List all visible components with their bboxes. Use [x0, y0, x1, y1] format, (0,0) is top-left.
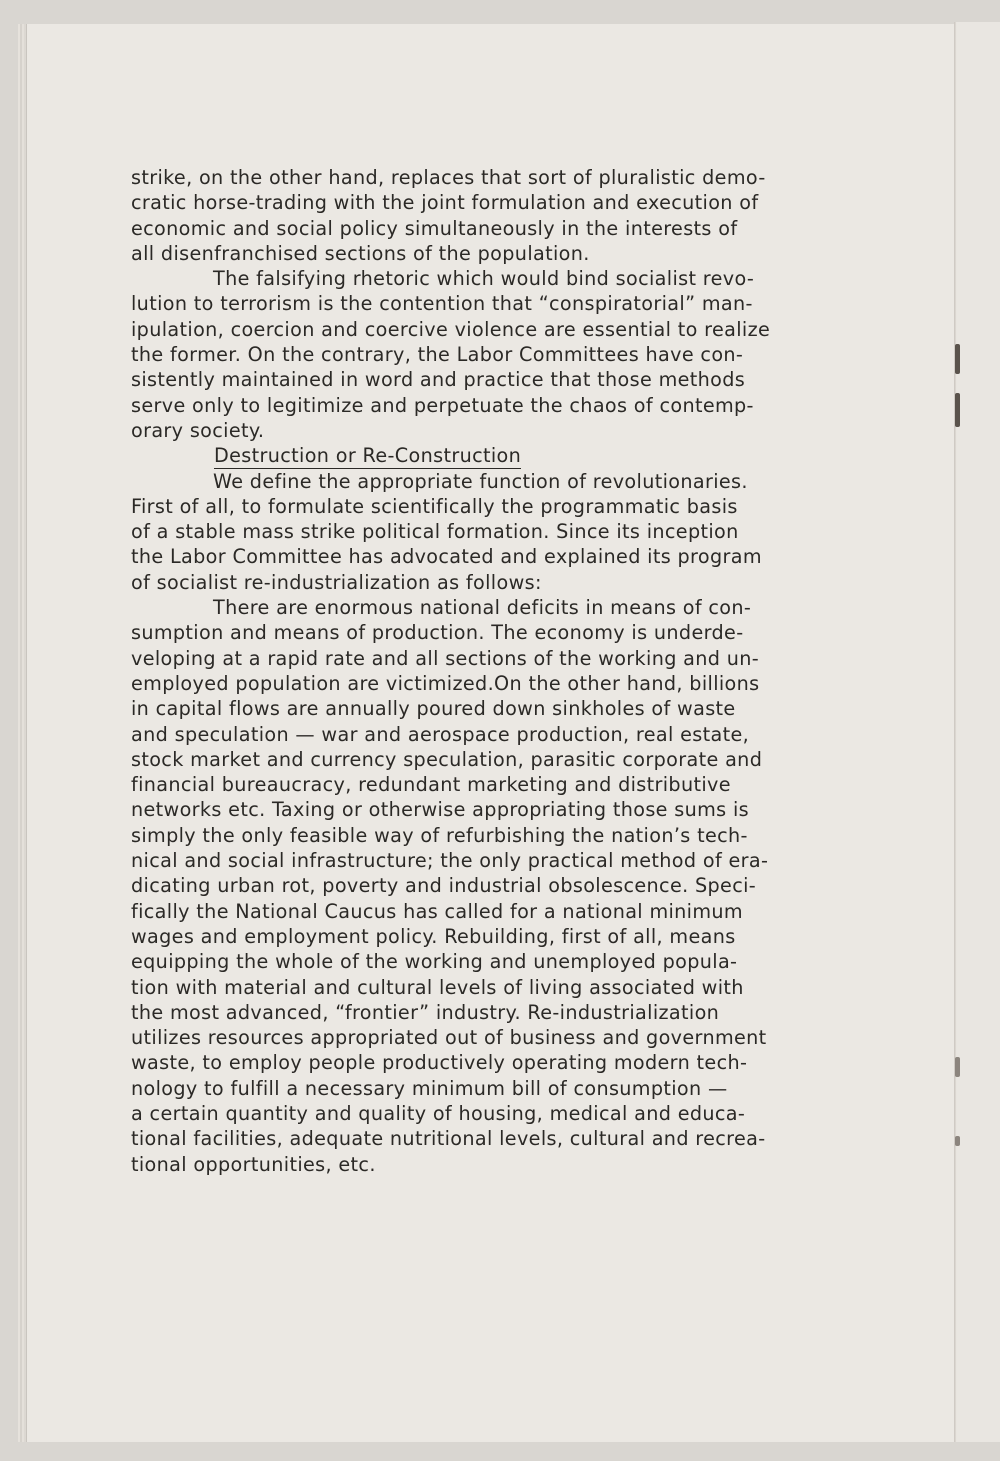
facing-page-edge — [954, 22, 1000, 1442]
paragraph: We define the appropriate function of revolutionaries. First of all, to formulate scientifically the programmatic basis of a stable mass strike political formation. Since its inception the Labor Committee has advocated and explained its program of socialist re-industrialization as follows: — [131, 469, 762, 594]
paragraph: The falsifying rhetoric which would bind socialist revo- lution to terrorism is the contention that “conspiratorial” man- ipulation, coercion and coercive violence are essential to realize the former. On the contrary, the Labor Committees have con- sistently maintained in word and practice that those methods serve only to legitimize and perpetuate the chaos of contemp- orary society. — [131, 267, 771, 442]
staple-mark — [955, 1136, 960, 1146]
staple-mark — [955, 344, 960, 374]
staple-mark — [955, 1057, 960, 1077]
binding-spine — [955, 22, 957, 1442]
staple-mark — [955, 393, 960, 427]
section-heading: Destruction or Re-Construction — [214, 444, 522, 468]
paragraph: strike, on the other hand, replaces that sort of pluralistic demo- cratic horse-trading with the joint formulation and execution of economic and social policy simultaneously in the interests of all disenfranchised sections of the population. — [131, 166, 766, 265]
section-heading-row — [131, 443, 831, 468]
paragraph: There are enormous national deficits in means of con- sumption and means of production. The economy is underde- veloping at a rapid rate and all sections of the working and un- employed population are victimized.On the other hand, billions in capital flows are annually poured down sinkholes of waste and speculation — war and aerospace production, real estate, stock market and currency speculation, parasitic corporate and financial bureaucracy, redundant marketing and distributive networks etc. Taxing or otherwise appropriating those sums is simply the only feasible way of refurbishing the nation’s tech- nical and social infrastructure; the only practical method of era- dicating urban rot, poverty and industrial obsolescence. Speci- fically the National Caucus has called for a national minimum wages and employment policy. Rebuilding, first of all, means equipping the whole of the working and unemployed popula- tion with material and cultural levels of living associated with the most advanced, “frontier” industry. Re-industrialization utilizes resources appropriated out of business and government waste, to employ people productively operating modern tech- nology to fulfill a necessary minimum bill of consumption — a certain quantity and quality of housing, medical and educa- tional facilities, adequate nutritional levels, cultural and recrea- tional opportunities, etc. — [131, 596, 769, 1176]
body-text — [131, 165, 831, 1177]
